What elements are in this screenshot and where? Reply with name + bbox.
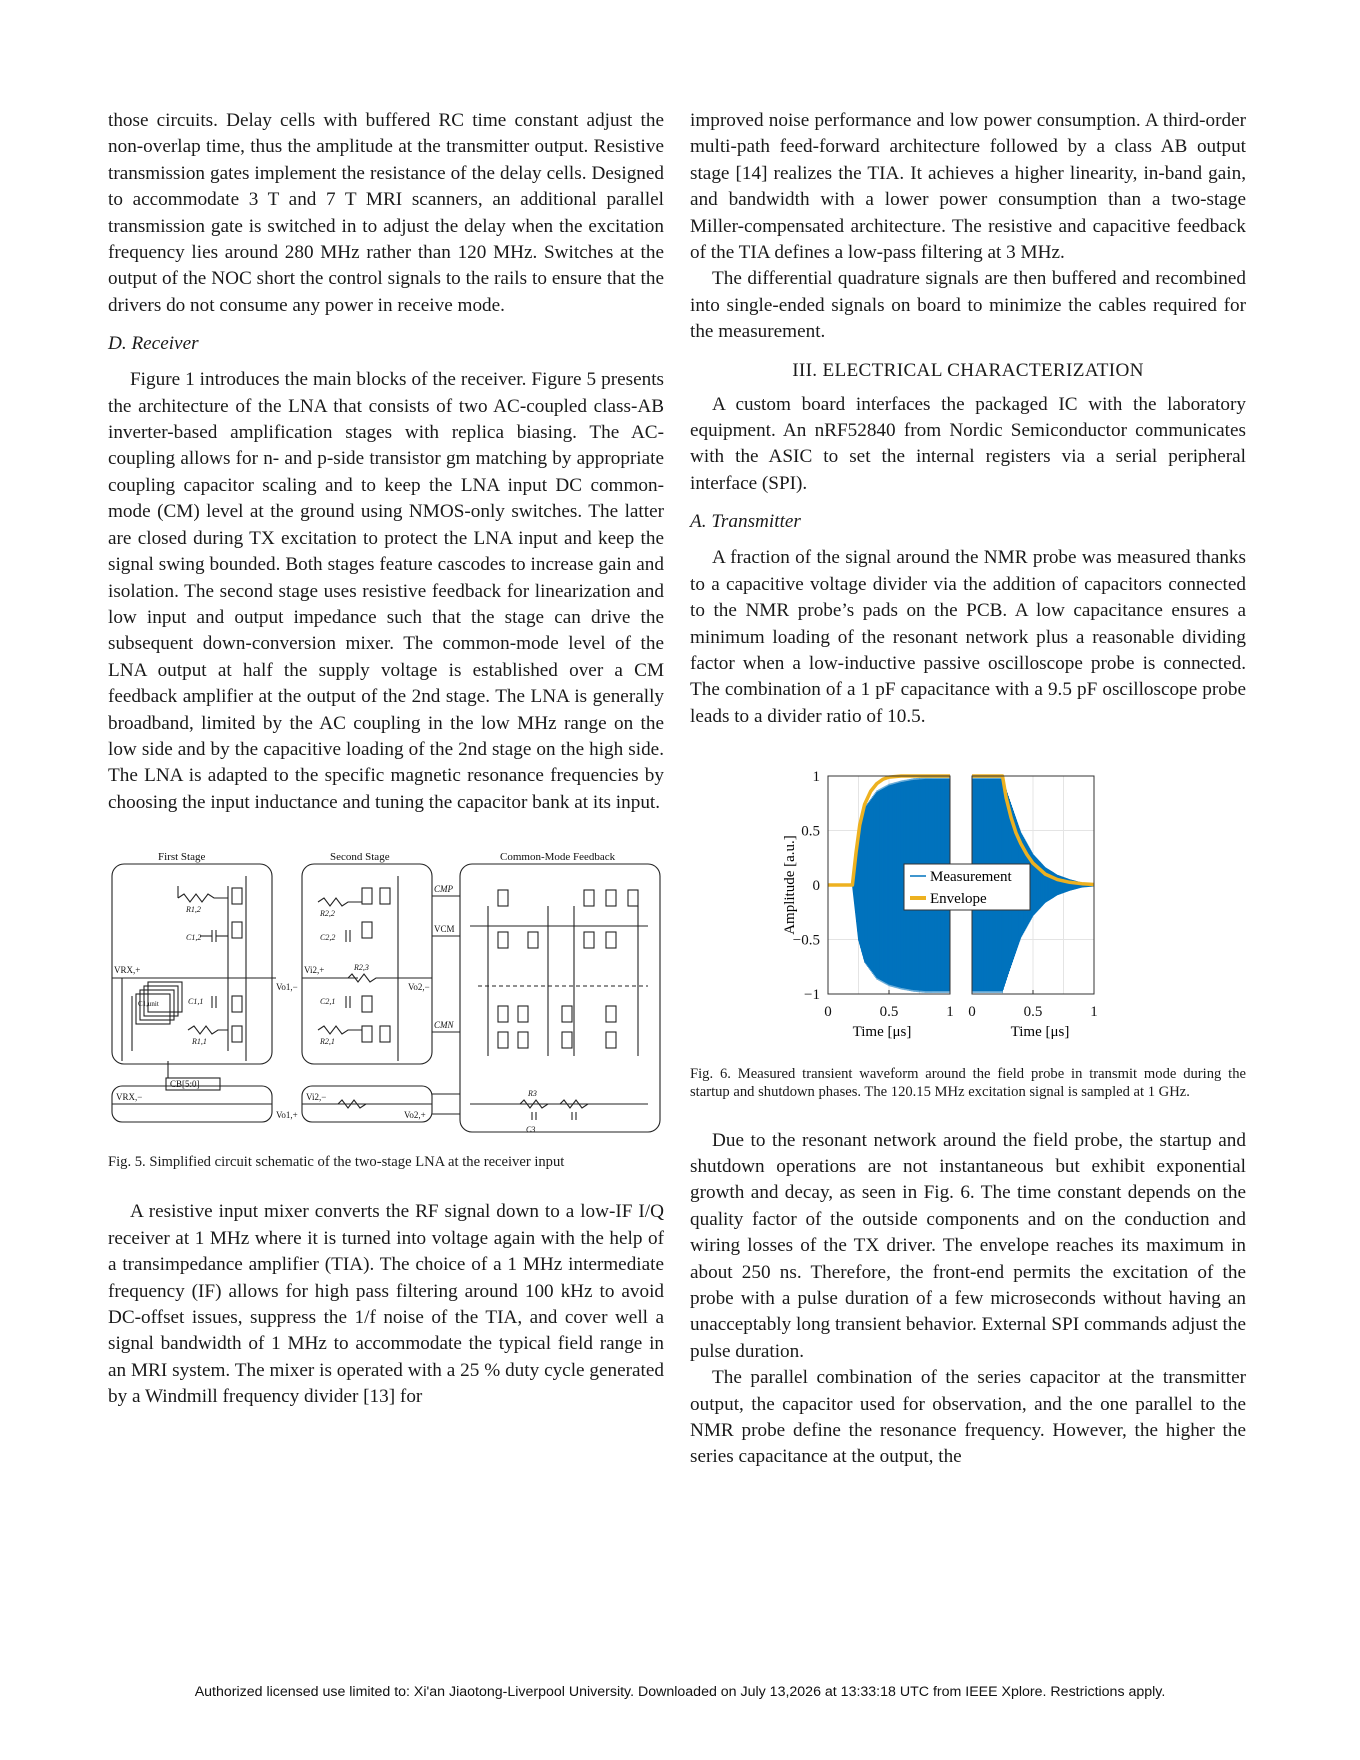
label-r22: R2,2	[320, 909, 335, 919]
paragraph-parallel: The parallel combination of the series capacitor at the transmitter output, the capacitor used for observation, and the one parallel to the NMR probe define the resonance frequency. However, the higher the series capacitance at the output, the	[690, 1367, 1246, 1468]
label-cmp: CMP	[434, 884, 453, 895]
label-c21: C2,1	[320, 997, 336, 1007]
chart-ylabel: Amplitude [a.u.]	[782, 835, 798, 935]
y-tick-label: −1	[804, 987, 820, 1004]
figure-5	[108, 846, 664, 1171]
paragraph-receiver: Figure 1 introduces the main blocks of the receiver. Figure 5 presents the architecture of the LNA that consists of two AC-coupled class-AB inverter-based amplification stages with replica biasing. The AC-coupling allows for n- and p-side transistor gm matching by appropriate coupling capacitor scaling and to keep the LNA input DC common-mode (CM) level at the ground using NMOS-only switches. The latter are closed during TX excitation to protect the LNA input and keep the signal swing bounded. Both stages feature cascodes to increase gain and isolation. The second stage uses resistive feedback for linearization and low input and output impedance such that the stage can drive the subsequent down-conversion mixer. The common-mode level of the LNA output at half the supply voltage is established over a CM feedback amplifier at the output of the 2nd stage. The LNA is generally broadband, limited by the AC coupling in the low MHz range on the low side and by the capacitive loading of the 2nd stage on the high side. The LNA is adapted to the specific magnetic resonance frequencies by choosing the input inductance and tuning the capacitor bank at its input.	[108, 369, 664, 813]
legend-envelope: Envelope	[930, 891, 987, 908]
paragraph-intro: those circuits. Delay cells with buffered RC time constant adjust the non-overlap time, thus the amplitude at the transmitter output. Resistive transmission gates implement the resistance of the delay cells. Designed to accommodate 3 T and 7 T MRI scanners, an additional parallel transmission gate is switched in to adjust the delay when the excitation frequency lies around 280 MHz rather than 120 MHz. Switches at the output of the NOC short the control signals to the rails to ensure that the drivers do not consume any power in receive mode.	[108, 110, 664, 316]
label-r23: R2,3	[354, 963, 369, 973]
figure-6	[690, 758, 1246, 1101]
chart-xlabel-right: Time [μs]	[1010, 1024, 1070, 1041]
label-vi2-plus: Vi2,+	[304, 965, 325, 976]
x-tick-label: 1	[1090, 1004, 1098, 1021]
y-tick-label: 1	[812, 769, 820, 786]
label-vo2-plus: Vo2,+	[404, 1110, 426, 1121]
label-vcm: VCM	[434, 924, 455, 935]
label-cmfb: Common-Mode Feedback	[500, 851, 616, 864]
label-first-stage: First Stage	[158, 851, 206, 864]
y-tick-label: −0.5	[792, 932, 820, 949]
figure-5-caption: Fig. 5. Simplified circuit schematic of the two-stage LNA at the receiver input	[108, 1154, 565, 1171]
x-tick-label: 0	[968, 1004, 976, 1021]
ieee-license-footer: Authorized licensed use limited to: Xi'an Jiaotong-Liverpool University. Downloaded on July 13,2026 at 13:33:18 UTC from IEEE Xplore. Restrictions apply.	[194, 1684, 1166, 1700]
label-vo2-minus: Vo2,−	[408, 982, 430, 993]
label-vrx-minus: VRX,−	[116, 1092, 143, 1103]
x-tick-label: 0.5	[879, 1004, 899, 1021]
left-column	[108, 108, 664, 1411]
right-column	[690, 108, 1246, 1471]
transient-waveform-chart	[690, 758, 1246, 1040]
x-tick-label: 1	[946, 1004, 954, 1021]
label-vo1-plus: Vo1,+	[276, 1110, 298, 1121]
label-c11: C1,1	[188, 997, 204, 1007]
label-vo1-minus: Vo1,−	[276, 982, 298, 993]
paragraph-transmitter: A fraction of the signal around the NMR probe was measured thanks to a capacitive voltage divider via the addition of capacitors connected to the NMR probe’s pads on the PCB. A low capacitance ensures a minimum loading of the resonant network plus a reasonable dividing factor when a low-inductive passive oscilloscope probe is connected. The combination of a 1 pF capacitance with a 9.5 pF oscilloscope probe leads to a divider ratio of 10.5.	[690, 547, 1246, 727]
paragraph-tia: improved noise performance and low power consumption. A third-order multi-path feed-forward architecture followed by a class AB output stage [14] realizes the TIA. It achieves a higher linearity, in-band gain, and bandwidth with a lower power consumption than a two-stage Miller-compensated architecture. The resistive and capacitive feedback of the TIA defines a low-pass filtering at 3 MHz.	[690, 110, 1246, 264]
label-r21: R2,1	[320, 1037, 335, 1047]
legend-measurement: Measurement	[930, 869, 1012, 886]
heading-transmitter: A. Transmitter	[690, 511, 801, 533]
heading-receiver: D. Receiver	[108, 333, 199, 355]
paragraph-quadrature: The differential quadrature signals are then buffered and recombined into single-ended signals on board to minimize the cables required for the measurement.	[690, 268, 1246, 343]
label-cmn: CMN	[434, 1020, 454, 1031]
label-second-stage: Second Stage	[330, 851, 390, 864]
y-tick-label: 0.5	[801, 823, 820, 840]
label-c22: C2,2	[320, 933, 336, 943]
x-tick-label: 0.5	[1023, 1004, 1043, 1021]
label-vi2-minus: Vi2,−	[306, 1092, 327, 1103]
figure-6-caption: Fig. 6. Measured transient waveform around the field probe in transmit mode during the startup and shutdown phases. The 120.15 MHz excitation signal is sampled at 1 GHz.	[690, 1066, 1246, 1101]
label-r12: R1,2	[186, 905, 201, 915]
label-r3: R3	[528, 1089, 537, 1099]
x-tick-label: 0	[824, 1004, 832, 1021]
lna-schematic	[108, 846, 664, 1136]
paragraph-resonant: Due to the resonant network around the field probe, the startup and shutdown operations are not instantaneous but exhibit exponential growth and decay, as seen in Fig. 6. The time constant depends on the quality factor of the outside components and on the conduction and wiring losses of the TX driver. The envelope reaches its maximum in about 250 ns. Therefore, the front-end permits the excitation of the probe with a pulse duration of a few microseconds without having an unacceptably long transient behavior. External SPI commands adjust the pulse duration.	[690, 1129, 1246, 1362]
section-heading-electrical: III. ELECTRICAL CHARACTERIZATION	[792, 359, 1144, 381]
label-r11: R1,1	[192, 1037, 207, 1047]
chart-xlabel-left: Time [μs]	[852, 1024, 912, 1041]
chart-legend	[904, 864, 1030, 910]
label-c3: C3	[526, 1125, 536, 1135]
label-vrx-plus: VRX,+	[114, 965, 141, 976]
paragraph-mixer: A resistive input mixer converts the RF signal down to a low-IF I/Q receiver at 1 MHz where it is turned into voltage again with the help of a transimpedance amplifier (TIA). The choice of a 1 MHz intermediate frequency (IF) allows for high pass filtering around 100 kHz to avoid DC-offset issues, suppress the 1/f noise of the TIA, and cover well a signal bandwidth of 1 MHz to accommodate the typical field range in an MRI system. The mixer is operated with a 25 % duty cycle generated by a Windmill frequency divider [13] for	[108, 1201, 664, 1408]
label-c1unit: C1,unit	[138, 1000, 159, 1009]
y-tick-label: 0	[812, 878, 820, 895]
label-cb: CB[5:0]	[170, 1079, 200, 1090]
paragraph-board: A custom board interfaces the packaged IC with the laboratory equipment. An nRF52840 from Nordic Semiconductor communicates with the ASIC to set the internal registers via a serial peripheral interface (SPI).	[690, 393, 1246, 494]
label-c12: C1,2	[186, 933, 202, 943]
